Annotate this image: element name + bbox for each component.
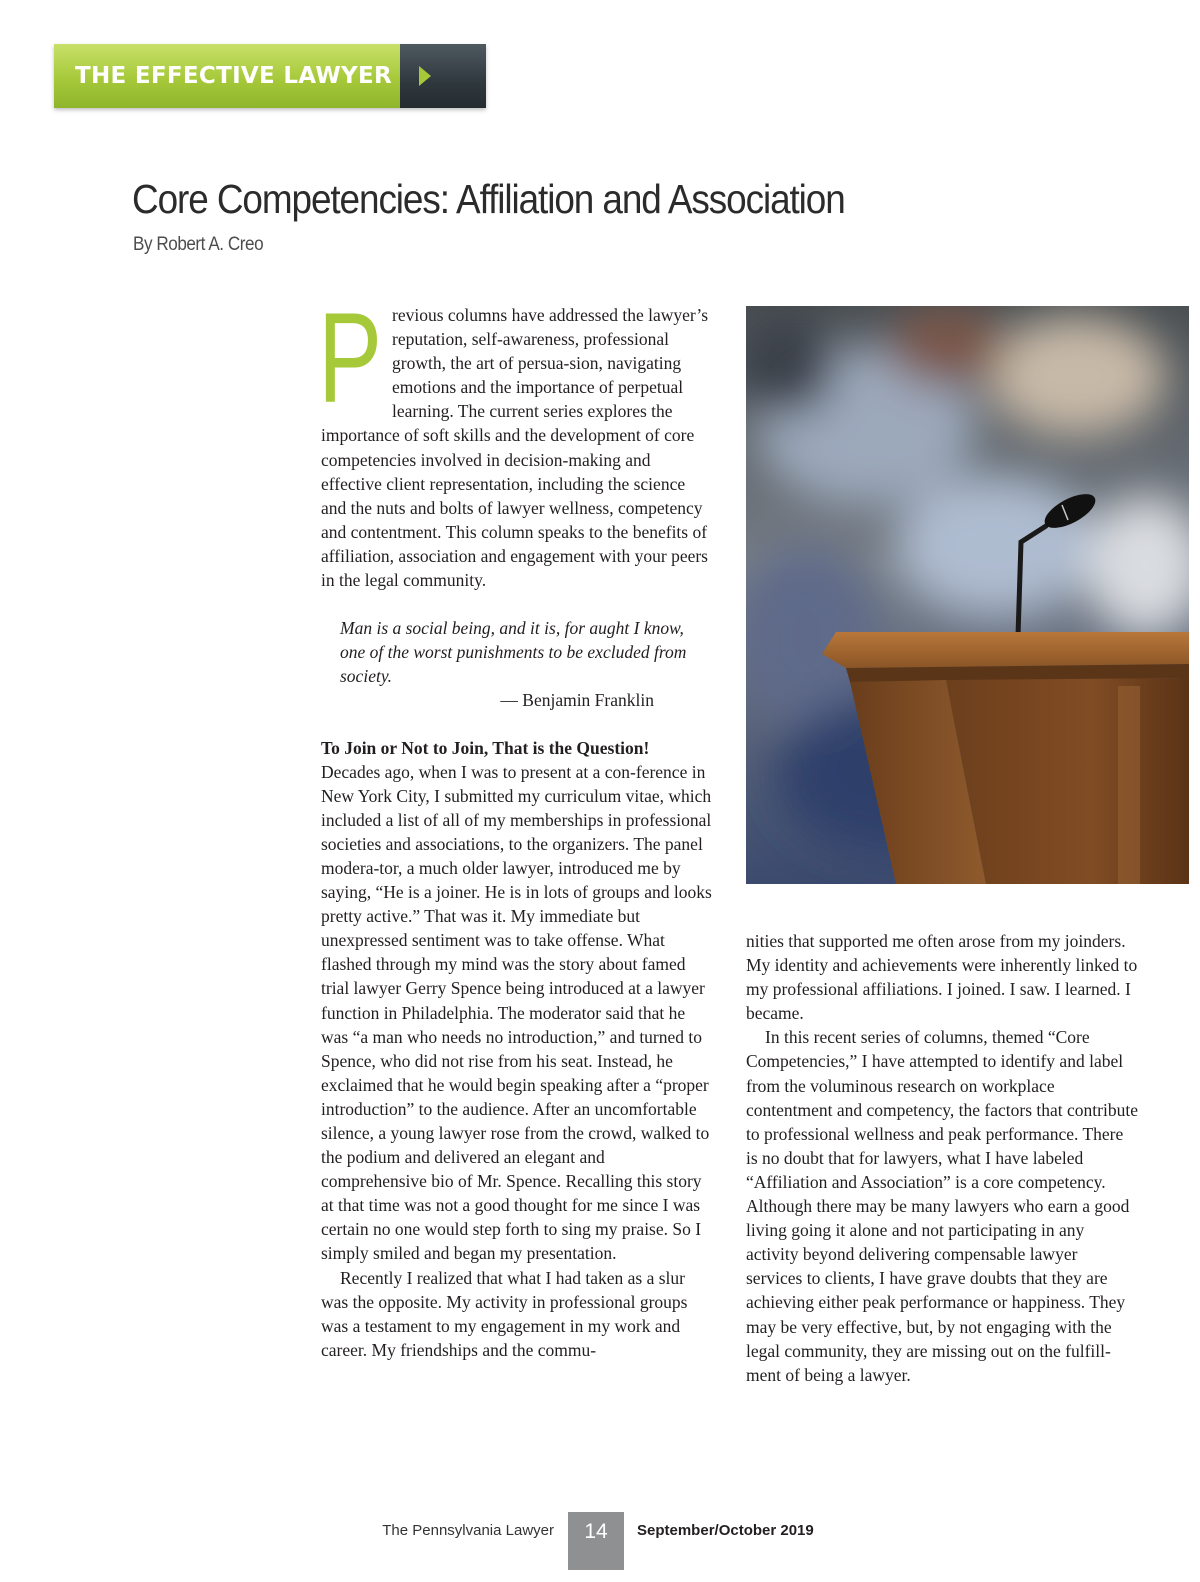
body-paragraph: Recently I realized that what I had taken as a slur was the opposite. My activity in professional groups was a testament to my engagement in my work and career. My friendships and the commu- (321, 1267, 688, 1360)
pull-quote (340, 616, 713, 712)
pull-quote-text: Man is a social being, and it is, for aught I know, one of the worst punishments to be excluded from society. (340, 618, 687, 687)
article-column-left (318, 287, 713, 1362)
section-subheading: To Join or Not to Join, That is the Question! (321, 737, 650, 758)
issue-date: September/October 2019 (637, 1522, 814, 1539)
pull-quote-attribution: — Benjamin Franklin (500, 690, 654, 711)
body-paragraph: Decades ago, when I was to present at a con-ference in New York City, I submitted my curriculum vitae, which included a list of all of my memberships in professional societies and associations, to the organizers. The panel modera-tor, a much older lawyer, introduced me by saying, “He is a joiner. He is in lots of groups and looks pretty active.” That was it. My immediate but unexpressed sentiment was to take offense. What flashed through my mind was the story about famed trial lawyer Gerry Spence being introduced at a lawyer function in Philadelphia. The moderator said that he was “a man who needs no introduction,” and turned to Spence, who did not rise from his seat. Instead, he exclaimed that he would begin speaking after a “proper introduction” to the audience. After an uncomfortable silence, a young lawyer rose from the crowd, walked to the podium and delivered an elegant and comprehensive bio of Mr. Spence. Recalling this story at that time was not a good thought for me since I was certain no one would step forth to sing my praise. So I simply smiled and began my presentation. (321, 761, 712, 1264)
page-number: 14 (568, 1512, 624, 1570)
section-banner-arrow-block (400, 44, 486, 108)
body-paragraph: In this recent series of columns, themed “Core Competencies,” I have attempted to identify and label from the voluminous research on workplace contentment and competency, the factors that contribute to professional wellness and peak performance. There is no doubt that for lawyers, what I have labeled “Affiliation and Association” is a core competency. Although there may be many lawyers who earn a good living going it alone and not participating in any activity beyond delivering compensable lawyer services to clients, I have grave doubts that they are achieving either peak performance or happiness. They may be very effective, but, by not engaging with the legal community, they are missing out on the fulfill-ment of being a lawyer. (746, 1027, 1138, 1385)
section-banner (54, 44, 486, 108)
body-paragraph: nities that supported me often arose from my joinders. My identity and achievements were inherently linked to my professional affiliations. I joined. I saw. I learned. I became. (746, 931, 1138, 1024)
section-label: THE EFFECTIVE LAWYER (75, 63, 393, 89)
publication-name: The Pennsylvania Lawyer (382, 1522, 554, 1539)
section-banner-label-block (54, 44, 400, 108)
play-arrow-icon (418, 65, 432, 87)
article-title: Core Competencies: Affiliation and Association (132, 176, 845, 222)
article-byline: By Robert A. Creo (133, 234, 264, 255)
drop-cap: P (318, 287, 380, 430)
article-column-right (746, 929, 1138, 1387)
intro-paragraph (318, 287, 713, 592)
intro-text: revious columns have addressed the lawyer’s reputation, self-awareness, professional growth, the art of persua-sion, navigating emotions and the importance of perpetual learning. The current series explores the importance of soft skills and the development of core competencies involved in decision-making and effective client representation, including the science and the nuts and bolts of lawyer wellness, competency and contentment. This column speaks to the benefits of affiliation, association and engagement with your peers in the legal community. (321, 305, 709, 591)
podium-microphone-photo (746, 306, 1189, 884)
page-footer (0, 1512, 1200, 1572)
